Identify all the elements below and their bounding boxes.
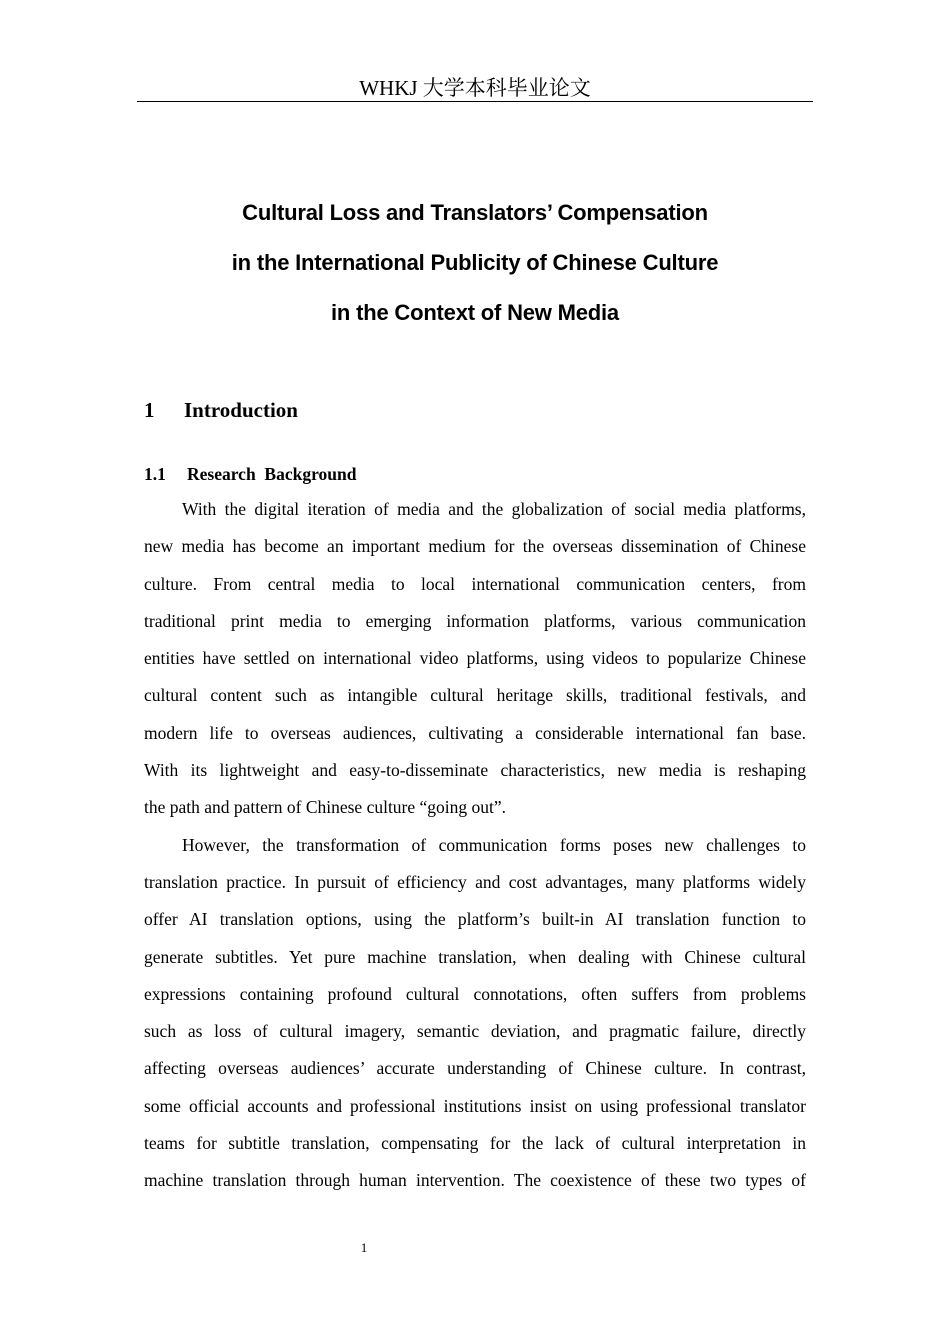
text-line: affecting overseas audiences’ accurate understanding of Chinese culture. In contrast, (144, 1058, 806, 1079)
title-line: Cultural Loss and Translators’ Compensation (242, 200, 708, 225)
title-line: in the Context of New Media (331, 300, 619, 325)
text-line: culture. From central media to local international communication centers, from (144, 573, 806, 594)
section-number: 1 (144, 398, 155, 422)
body-text (144, 491, 806, 1200)
text-line: modern life to overseas audiences, cultivating a considerable international fan base. (144, 722, 806, 743)
text-line: machine translation through human intervention. The coexistence of these two types of (144, 1170, 806, 1191)
paper-title (144, 196, 806, 346)
paragraph-1 (144, 491, 806, 827)
header-rule (137, 101, 813, 102)
text-line: some official accounts and professional institutions insist on using professional translator (144, 1095, 806, 1116)
text-line: such as loss of cultural imagery, semantic deviation, and pragmatic failure, directly (144, 1021, 806, 1042)
section-heading-introduction (144, 396, 298, 424)
running-header: WHKJ 大学本科毕业论文 (359, 76, 591, 100)
text-line: With its lightweight and easy-to-disseminate characteristics, new media is reshaping (144, 760, 806, 781)
text-line: traditional print media to emerging information platforms, various communication (144, 610, 806, 631)
title-line: in the International Publicity of Chinese Culture (231, 250, 719, 275)
page-number: 1 (360, 1240, 368, 1255)
text-line: cultural content such as intangible cultural heritage skills, traditional festivals, and (144, 685, 806, 706)
paragraph-2 (144, 827, 806, 1200)
text-line: translation practice. In pursuit of efficiency and cost advantages, many platforms widely (144, 871, 806, 892)
text-line: offer AI translation options, using the platform’s built-in AI translation function to (144, 909, 806, 930)
section-title: Introduction (184, 398, 298, 422)
text-line: expressions containing profound cultural connotations, often suffers from problems (144, 983, 806, 1004)
text-line: entities have settled on international video platforms, using videos to popularize Chinese (144, 648, 806, 669)
text-line: generate subtitles. Yet pure machine translation, when dealing with Chinese cultural (144, 946, 806, 967)
subsection-heading-research-background (144, 462, 357, 486)
subsection-number: 1.1 (144, 464, 166, 484)
text-line: the path and pattern of Chinese culture “going out”. (144, 797, 507, 818)
subsection-title: Research Background (187, 464, 357, 484)
text-line: new media has become an important medium for the overseas dissemination of Chinese (144, 536, 806, 557)
text-line: With the digital iteration of media and the globalization of social media platforms, (182, 499, 806, 519)
text-line: However, the transformation of communication forms poses new challenges to (182, 834, 806, 855)
text-line: teams for subtitle translation, compensating for the lack of cultural interpretation in (144, 1133, 806, 1154)
